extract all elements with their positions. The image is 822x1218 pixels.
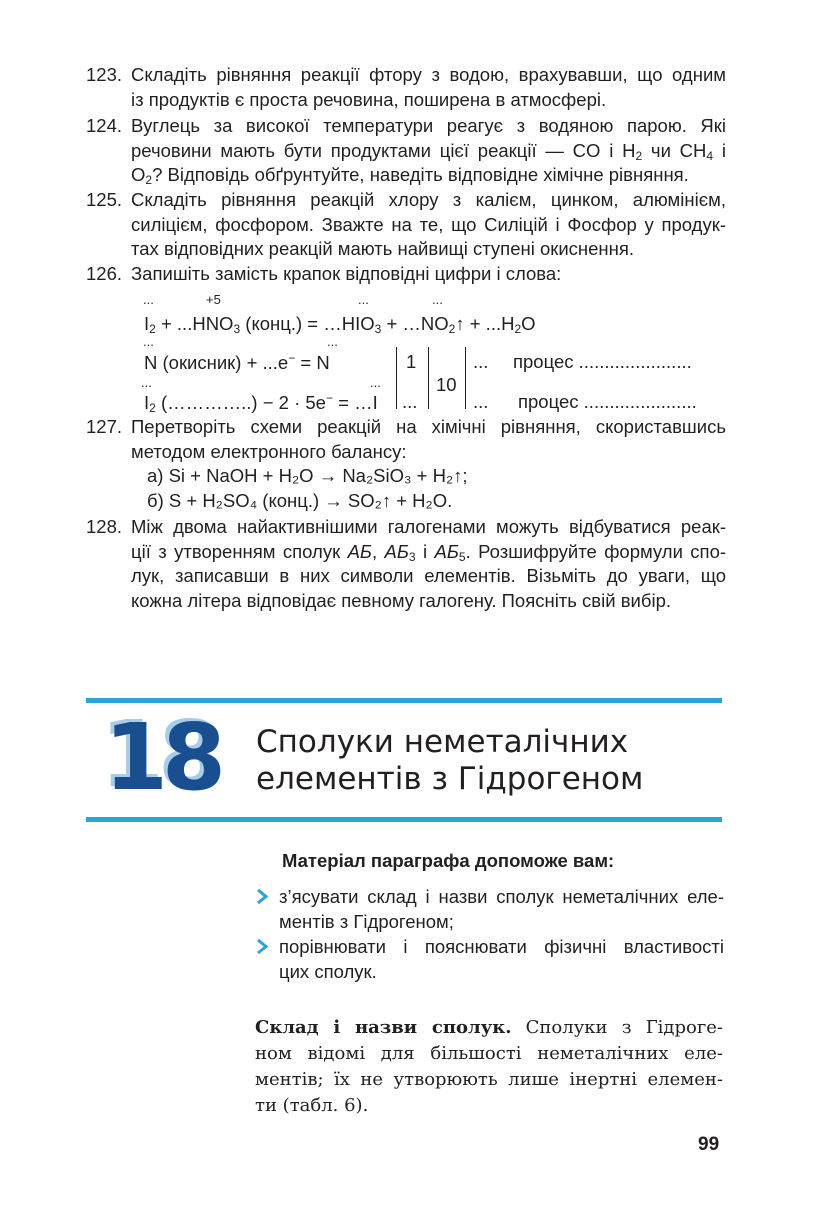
section-bottom-rule: [86, 817, 722, 822]
paragraph-line: ном відомі для більшості неметалічних еле-: [255, 1043, 723, 1064]
exercise-text-line: речовини мають бути продуктами цієї реакції — CO і $H_2$ чи $CH_4$ і: [131, 139, 726, 163]
balance-placeholder: ...: [473, 351, 489, 372]
exercise-text-line: $O_2$? Відповідь обґрунтуйте, наведіть відповідне хімічне рівняння.: [131, 164, 689, 187]
exercise-number: 128.: [86, 516, 123, 537]
oxidation-placeholder: ...: [143, 334, 154, 349]
intro-bullet: [254, 884, 724, 934]
oxidation-state: +5: [206, 292, 221, 307]
balance-coefficient: 1: [406, 351, 417, 372]
exercise-text-line: лук, записавши в них символи елементів. Візьміть до уваги, що: [131, 565, 726, 586]
oxidation-placeholder: ...: [143, 292, 154, 307]
bullet-text-line: ментів з Гідрогеном;: [279, 911, 454, 932]
intro-heading: Матеріал параграфа допоможе вам:: [282, 850, 615, 871]
balance-divider: [428, 347, 429, 409]
section-top-rule: [86, 698, 722, 703]
exercise-number: 127.: [86, 416, 123, 437]
half-reaction-iodine: $I_2$ (…………..) − 2 · 5e− = …I: [144, 391, 378, 416]
exercise-128: [86, 515, 726, 613]
exercise-125: [86, 188, 726, 262]
balance-lcm: 10: [436, 374, 457, 395]
chevron-right-icon: [254, 884, 272, 909]
exercise-text-line: Запишіть замість крапок відповідні цифри і слова:: [131, 263, 562, 284]
oxidation-placeholder: ...: [327, 334, 338, 349]
paragraph-line: ти (табл. 6).: [255, 1095, 369, 1116]
exercise-text-line: Складіть рівняння реакції фтору з водою, врахувавши, що одним: [131, 64, 726, 85]
exercise-text-line: Вуглець за високої температури реагує з водяною парою. Які: [131, 115, 726, 136]
exercise-text-line: ції з утворенням сполук АБ, $АБ_3$ і $АБ_5$. Розшифруйте формули спо-: [131, 540, 727, 564]
exercise-text-line: кожна літера відповідає певному галогену. Поясніть свій вибір.: [131, 589, 672, 611]
exercise-text-line: Складіть рівняння реакцій хлору з калієм, цинком, алюмінієм,: [131, 189, 726, 210]
exercise-123: [86, 63, 726, 112]
balance-divider: [465, 347, 466, 409]
section-title-line: Сполуки неметалічних: [256, 724, 629, 760]
process-label: процес ......................: [518, 391, 697, 412]
half-reaction-nitrogen: N (окисник) + ...e− = N: [144, 351, 330, 374]
oxidation-placeholder: ...: [141, 375, 152, 390]
chevron-right-icon: [254, 934, 272, 959]
oxidation-placeholder: ...: [432, 292, 443, 307]
exercise-124: [86, 114, 726, 188]
oxidation-placeholder: ...: [370, 375, 381, 390]
exercise-number: 126.: [86, 263, 123, 284]
exercise-126: [86, 262, 726, 287]
exercise-number: 123.: [86, 64, 123, 85]
exercise-text-line: силіцієм, фосфором. Зважте на те, що Силіцій і Фосфор у продук-: [131, 213, 726, 235]
exercise-number: 124.: [86, 115, 123, 136]
bullet-text-line: з’ясувати склад і назви сполук неметалічних еле-: [279, 886, 724, 907]
exercise-text-line: із продуктів є проста речовина, поширена в атмосфері.: [131, 88, 607, 110]
section-number: 18: [104, 704, 221, 811]
exercise-127: [86, 415, 726, 464]
equation-scheme: $I_2 + ...HNO_3$ (конц.) = $\dots HIO_3$ + $\dots NO_2↑ + ...H_2O$: [144, 313, 536, 336]
bullet-text-line: цих сполук.: [279, 961, 377, 982]
balance-placeholder: ...: [402, 391, 418, 412]
exercise-text-line: методом електронного балансу:: [131, 440, 407, 462]
exercise-number: 125.: [86, 189, 123, 210]
paragraph-line: ментів; їх не утворюють лише інертні елемен-: [255, 1069, 723, 1090]
process-label: процес ......................: [513, 351, 692, 372]
balance-divider: [396, 347, 397, 409]
exercise-text-line: Між двома найактивнішими галогенами можуть відбуватися реак-: [131, 516, 726, 537]
page-number: 99: [698, 1134, 720, 1155]
body-paragraph: [255, 1015, 723, 1119]
reaction-scheme-a: а) Si + NaOH + H₂O → Na₂SiO₃ + H₂↑;: [147, 465, 468, 486]
section-title-line: елементів з Гідрогеном: [256, 761, 644, 797]
exercise-text-line: тах відповідних реакцій мають найвищі ступені окиснення.: [131, 238, 635, 259]
paragraph-line: Склад і назви сполук. Сполуки з Гідроге-: [255, 1017, 723, 1038]
reaction-scheme-b: б) S + H₂SO₄ (конц.) → SO₂↑ + H₂O.: [147, 490, 453, 511]
balance-placeholder: ...: [473, 391, 489, 412]
oxidation-placeholder: ...: [358, 292, 369, 307]
paragraph-heading: Склад і назви сполук.: [255, 1017, 512, 1038]
exercise-text-line: Перетворіть схеми реакцій на хімічні рівняння, скориставшись: [131, 416, 726, 437]
bullet-text-line: порівнювати і пояснювати фізичні властивості: [279, 936, 724, 957]
intro-bullet: [254, 934, 724, 984]
